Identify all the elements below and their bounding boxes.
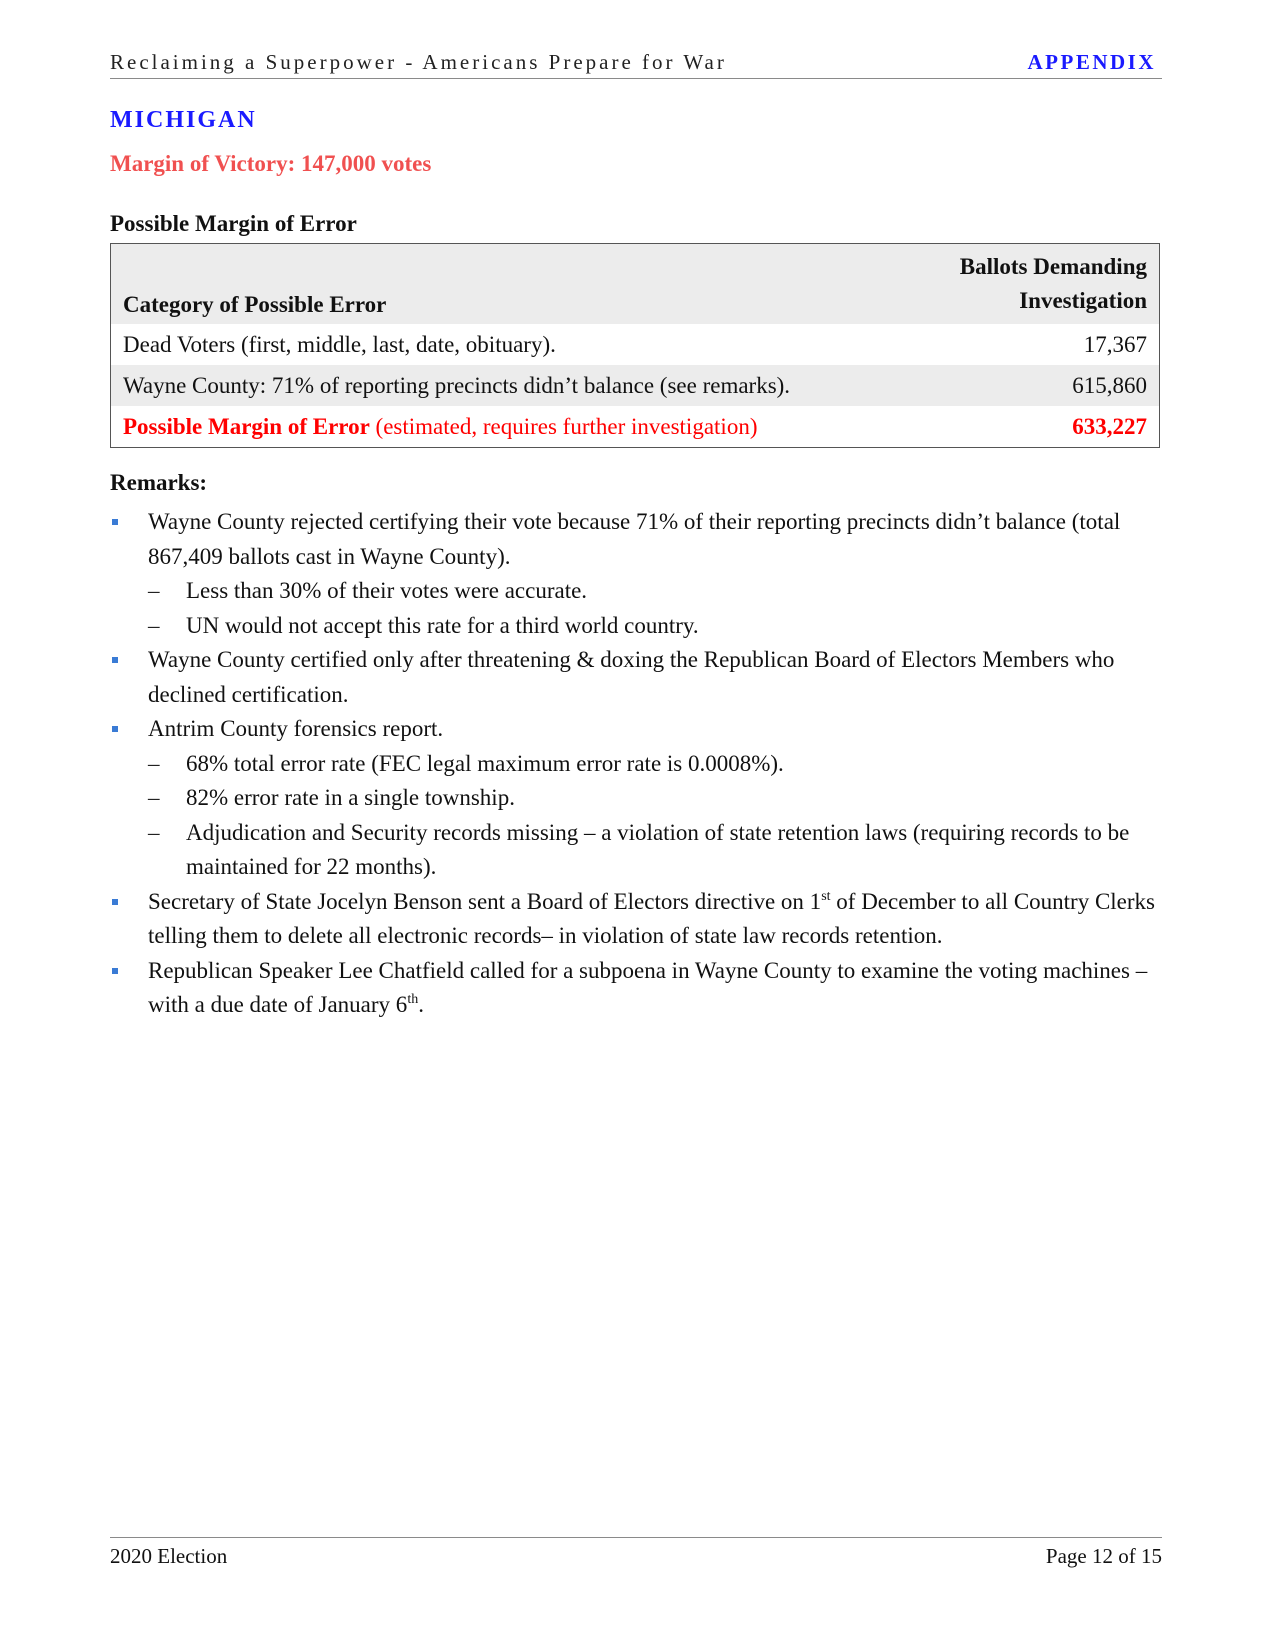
row-value: 615,860: [914, 365, 1160, 406]
text-part: Republican Speaker Lee Chatfield called for a subpoena in Wayne County to examine the voting machines – with a due date of January 6: [148, 957, 1148, 1017]
list-item-text: Antrim County forensics report.: [148, 716, 444, 741]
list-item: [110, 712, 1170, 747]
total-value: 633,227: [914, 406, 1160, 448]
table-header-row: [111, 244, 1160, 325]
header-book-title: Reclaiming a Superpower - Americans Prepare for War: [110, 50, 727, 74]
text-part: Secretary of State Jocelyn Benson sent a Board of Electors directive on 1: [148, 888, 822, 914]
square-bullet-icon: [112, 657, 118, 663]
dash-bullet-icon: –: [148, 578, 160, 603]
remarks-list: [110, 505, 1170, 1023]
total-label-strong: Possible Margin of Error: [123, 413, 370, 439]
dash-bullet-icon: –: [148, 750, 160, 776]
square-bullet-icon: [112, 519, 118, 525]
margin-of-error-table: [110, 243, 1160, 448]
sub-list-item: [110, 609, 1170, 644]
ordinal-suffix: st: [821, 888, 831, 904]
table-caption: Possible Margin of Error: [110, 211, 357, 236]
remarks-heading: Remarks:: [110, 470, 208, 495]
column-header-ballots: [914, 244, 1160, 325]
square-bullet-icon: [112, 968, 118, 974]
page-header: [110, 50, 1162, 79]
sub-list-item: [110, 574, 1170, 609]
table-row: [111, 324, 1160, 365]
list-item: [110, 954, 1170, 1023]
list-item: [110, 885, 1170, 954]
sub-list-item-text: 82% error rate in a single township.: [186, 785, 515, 810]
list-item-text: [148, 889, 1155, 949]
sub-list-item: [110, 781, 1170, 816]
table-total-row: [111, 406, 1160, 448]
column-header-category: Category of Possible Error: [111, 244, 914, 325]
column-header-ballots-line2: Investigation: [1019, 288, 1147, 313]
text-part: of December to all Country Clerks telling them to delete all electronic records– in violation of state law records retention.: [148, 888, 1156, 948]
total-label: [111, 406, 914, 448]
sub-list-item-text: 68% total error rate (FEC legal maximum error rate is 0.0008%).: [186, 750, 784, 776]
margin-of-victory: Margin of Victory: 147,000 votes: [110, 151, 432, 176]
table-row: [111, 365, 1160, 406]
row-category: Wayne County: 71% of reporting precincts didn’t balance (see remarks).: [111, 365, 914, 406]
total-label-note: (estimated, requires further investigation): [369, 413, 758, 439]
sub-list-item: [110, 747, 1170, 782]
sub-list-item-text: Less than 30% of their votes were accurate.: [186, 578, 588, 603]
header-section-label: APPENDIX: [1027, 50, 1156, 74]
state-heading: MICHIGAN: [110, 107, 257, 133]
list-item: [110, 643, 1170, 712]
square-bullet-icon: [112, 899, 118, 905]
ordinal-suffix: th: [407, 992, 419, 1007]
list-item-text: Wayne County rejected certifying their vote because 71% of their reporting precincts didn’t balance (total 867,409 ballots cast in Wayne County).: [148, 509, 1121, 569]
list-item-text: Wayne County certified only after threatening & doxing the Republican Board of Electors Members who declined certification.: [148, 647, 1115, 707]
page-number: Page 12 of 15: [1045, 1544, 1162, 1568]
sub-list-item-text: Adjudication and Security records missing – a violation of state retention laws (requiring records to be maintained for 22 months).: [186, 819, 1130, 879]
square-bullet-icon: [112, 726, 118, 732]
column-header-ballots-line1: Ballots Demanding: [959, 254, 1147, 279]
page-footer: [110, 1537, 1162, 1578]
list-item: [110, 505, 1170, 574]
dash-bullet-icon: –: [148, 612, 160, 638]
text-part: .: [418, 992, 424, 1017]
sub-list-item: [110, 816, 1170, 885]
list-item-text: [148, 958, 1147, 1018]
row-category: Dead Voters (first, middle, last, date, obituary).: [111, 324, 914, 365]
dash-bullet-icon: –: [148, 785, 160, 810]
dash-bullet-icon: –: [148, 819, 160, 845]
footer-title: 2020 Election: [110, 1544, 228, 1568]
sub-list-item-text: UN would not accept this rate for a third world country.: [186, 612, 699, 638]
row-value: 17,367: [914, 324, 1160, 365]
